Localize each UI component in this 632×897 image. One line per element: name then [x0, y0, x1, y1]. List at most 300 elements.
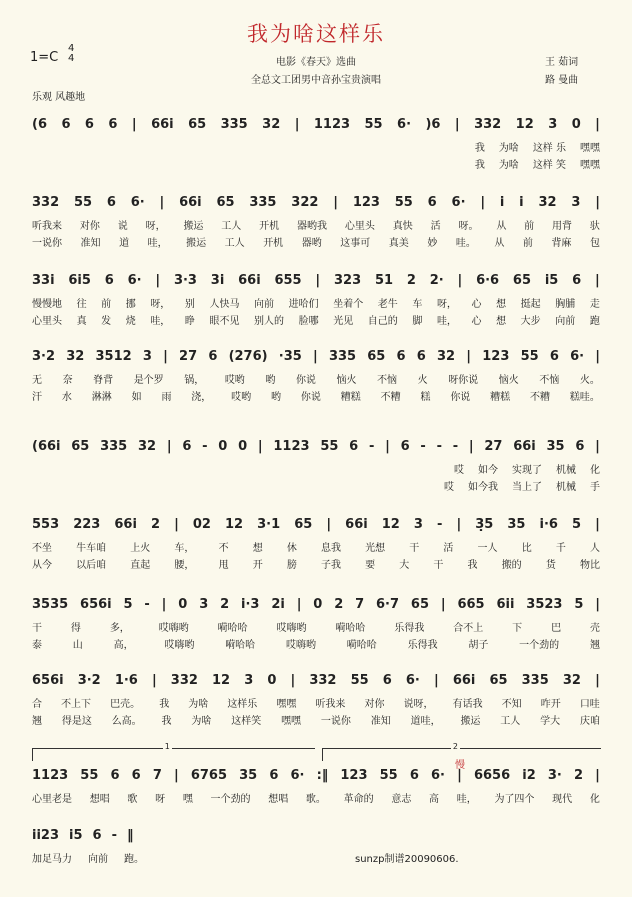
lyric-word: 这样乐	[227, 699, 258, 710]
note-group: (66i	[32, 438, 61, 454]
lyric-word: 不恼	[539, 375, 560, 386]
lyric-word: 想	[496, 299, 507, 310]
lyric-word: 坐着个	[333, 299, 364, 310]
note-group: 6	[208, 348, 218, 364]
lyric-word: 这样 笑	[532, 160, 566, 171]
lyric-word: 哎哟	[231, 392, 252, 403]
note-group: 6·	[290, 767, 305, 783]
lyric-word: 对你	[79, 221, 100, 232]
lyric-word: 上火	[130, 543, 151, 554]
lyric-word: 听我来	[315, 699, 346, 710]
lyric-word: 车，	[174, 543, 195, 554]
lyric-word: 从	[496, 221, 507, 232]
lyric-word: 现代	[552, 794, 573, 805]
performer: 全总文工团男中音孙宝贵演唱	[251, 75, 381, 86]
note-group: 2	[406, 272, 416, 288]
lyric-word: 乐得我	[394, 623, 425, 634]
lyric-word: 恼火	[498, 375, 519, 386]
lyric-word: 干	[32, 623, 42, 634]
note-group: 0	[571, 116, 581, 132]
lyric-word: 是个罗	[133, 375, 164, 386]
lyric-word: 跑	[589, 316, 600, 327]
lyric-word: 嘿嘿	[580, 143, 600, 154]
lyric-line	[32, 156, 600, 171]
lyric-word: 为啥	[498, 160, 519, 171]
lyric-word: 乐得我	[407, 640, 438, 651]
lyric-word: 一人	[477, 543, 498, 554]
tempo-mark: 慢	[455, 760, 465, 771]
note-group: 3	[199, 596, 209, 612]
barline: |	[294, 116, 300, 132]
note-group: 35	[239, 767, 258, 783]
note-group: 2	[334, 596, 344, 612]
lyric-word: 前	[101, 299, 112, 310]
lyric-word: 要	[365, 560, 376, 571]
volta-1-label: 1	[164, 742, 170, 751]
lyric-word: 千	[555, 543, 566, 554]
lyric-word: 牛车咱	[76, 543, 107, 554]
note-group: 6	[396, 348, 406, 364]
lyric-word: 呀，	[150, 299, 171, 310]
note-group: 6765	[190, 767, 228, 783]
note-group: 32	[562, 672, 581, 688]
lyricist: 王 茹词	[545, 57, 579, 68]
lyric-word: 不坐	[32, 543, 52, 554]
note-group: 55	[394, 194, 413, 210]
lyric-word: 道	[119, 238, 130, 249]
note-group: 6	[400, 438, 410, 454]
lyric-word: 糕	[420, 392, 431, 403]
note-group: 6·	[130, 194, 145, 210]
note-group: 1123	[313, 116, 351, 132]
note-group: 33i	[32, 272, 55, 288]
lyric-word: 膀	[286, 560, 297, 571]
note-group: 0	[178, 596, 188, 612]
lyric-word: 意志	[391, 794, 412, 805]
note-group: 66i	[179, 194, 202, 210]
lyric-word: 我	[159, 699, 170, 710]
notation-row	[32, 192, 600, 212]
lyric-word: 恼火	[336, 375, 357, 386]
barline: ‖	[126, 827, 134, 843]
barline: |	[296, 596, 302, 612]
lyric-word: 呀	[155, 794, 166, 805]
notation-row	[32, 436, 600, 456]
lyric-word: 脸哪	[298, 316, 319, 327]
note-group: 55	[520, 348, 539, 364]
note-group: 6i5	[68, 272, 91, 288]
lyric-word: 呀，	[145, 221, 166, 232]
lyric-word: 从今	[32, 560, 52, 571]
lyric-word: 工人	[500, 716, 521, 727]
note-group: 3·2	[32, 348, 56, 364]
notation-row	[32, 765, 600, 785]
note-group: -	[452, 438, 459, 454]
note-group: 3i	[210, 272, 225, 288]
notation-row	[32, 825, 600, 845]
note-group: ·35	[278, 348, 302, 364]
barline: |	[333, 194, 338, 210]
note-group: 332	[309, 672, 337, 688]
lyric-line	[32, 556, 600, 571]
barline: |	[159, 194, 165, 210]
barline: |	[257, 438, 263, 454]
lyric-word: 合	[32, 699, 42, 710]
note-group: 12	[225, 516, 244, 532]
note-group: 6	[61, 116, 71, 132]
note-group: -	[144, 596, 150, 612]
lyric-line	[32, 461, 600, 476]
lyric-word: 壳	[589, 623, 600, 634]
lyric-word: 器哟	[301, 238, 322, 249]
barline: |	[595, 596, 600, 612]
lyric-word: 大步	[520, 316, 541, 327]
note-group: 2·	[429, 272, 444, 288]
lyric-word: 呀，	[436, 299, 457, 310]
lyric-word: 睁	[184, 316, 195, 327]
barline: |	[440, 596, 446, 612]
note-group: 2	[573, 767, 584, 783]
barline: |	[151, 672, 157, 688]
lyric-word: 挺起	[520, 299, 541, 310]
note-group: 66i	[238, 272, 261, 288]
lyric-word: 哟	[271, 392, 282, 403]
note-group: 335	[521, 672, 549, 688]
note-group: 332	[32, 194, 60, 210]
note-group: 51	[374, 272, 394, 288]
note-group: 6·7	[376, 596, 400, 612]
note-group: 335	[100, 438, 128, 454]
lyric-word: 真快	[392, 221, 413, 232]
note-group: 3·	[547, 767, 562, 783]
note-group: i	[499, 194, 505, 210]
lyric-word: 大	[399, 560, 410, 571]
note-group: 655	[274, 272, 302, 288]
note-group: 6	[108, 116, 118, 132]
lyric-word: 器哟我	[297, 221, 328, 232]
lyric-word: 哇，	[147, 238, 168, 249]
note-group: ii23	[32, 827, 60, 843]
lyric-word: 哇，	[456, 794, 477, 805]
lyric-line	[32, 636, 600, 651]
lyric-word: 这样 乐	[532, 143, 566, 154]
note-group: 6	[572, 272, 582, 288]
lyric-word: 说呀，	[403, 699, 434, 710]
lyric-word: 为啥	[191, 716, 212, 727]
note-group: 35	[546, 438, 565, 454]
note-group: 3523	[526, 596, 563, 612]
note-group: 65	[294, 516, 313, 532]
composer: 路 曼曲	[545, 75, 579, 86]
lyric-word: 老牛	[377, 299, 398, 310]
lyric-word: 哎嗨哟	[285, 640, 316, 651]
lyric-word: 为啥	[188, 699, 209, 710]
note-group: 55	[379, 767, 398, 783]
lyric-line	[32, 371, 600, 386]
barline: |	[595, 272, 600, 288]
barline: |	[161, 596, 167, 612]
lyric-word: 活	[430, 221, 441, 232]
lyric-word: 哎	[444, 482, 454, 493]
note-group: 7	[152, 767, 162, 783]
note-group: 3535	[32, 596, 69, 612]
note-group: 6	[575, 438, 585, 454]
lyric-word: 化	[589, 794, 600, 805]
lyric-word: 手	[590, 482, 600, 493]
barline: |	[457, 767, 462, 783]
meter-top: 4	[68, 43, 75, 54]
lyric-line	[32, 539, 600, 554]
note-group: 65	[188, 116, 207, 132]
lyric-word: 胡子	[468, 640, 489, 651]
notation-row	[32, 346, 600, 366]
note-group: 6	[269, 767, 279, 783]
notation-row	[32, 114, 600, 134]
note-group: 6	[84, 116, 94, 132]
note-group: 66i	[452, 672, 476, 688]
lyric-word: 用背	[552, 221, 573, 232]
barline: |	[315, 272, 321, 288]
lyric-word: 下	[512, 623, 523, 634]
lyric-word: 哎嗨哟	[164, 640, 195, 651]
lyric-word: 你说	[450, 392, 471, 403]
lyric-word: 光见	[333, 316, 354, 327]
note-group: 27	[484, 438, 503, 454]
notation-row	[32, 594, 600, 614]
lyric-word: 实现了	[512, 465, 542, 476]
lyric-word: 脊背	[93, 375, 114, 386]
lyric-word: 从	[494, 238, 505, 249]
lyric-word: 浇，	[191, 392, 212, 403]
barline: |	[155, 272, 161, 288]
lyric-word: 比	[521, 543, 532, 554]
lyric-word: 加足马力	[32, 854, 72, 865]
note-group: 0	[313, 596, 323, 612]
lyric-word: 休	[286, 543, 297, 554]
note-group: 656i	[32, 672, 64, 688]
lyric-word: 准知	[80, 238, 101, 249]
barline: |	[595, 672, 600, 688]
lyric-word: 道哇，	[410, 716, 441, 727]
lyric-word: 往	[76, 299, 87, 310]
lyric-line	[32, 139, 600, 154]
lyric-word: 为了四个	[494, 794, 535, 805]
lyric-word: 搬运	[183, 221, 204, 232]
note-group: 6	[182, 438, 192, 454]
volta-2-label: 2	[452, 742, 458, 751]
note-group: -	[368, 438, 375, 454]
lyric-word: 如今我	[468, 482, 498, 493]
lyric-word: 向前	[254, 299, 275, 310]
note-group: 12	[515, 116, 534, 132]
lyric-word: 心里头	[32, 316, 62, 327]
lyric-word: 哎嗨哟	[158, 623, 189, 634]
note-group: 3	[548, 116, 558, 132]
note-group: 2i	[271, 596, 285, 612]
note-group: 32	[66, 348, 85, 364]
lyric-word: 高	[429, 794, 440, 805]
note-group: 6·	[405, 672, 420, 688]
lyric-line	[32, 217, 600, 232]
lyric-word: 火。	[579, 375, 600, 386]
lyric-word: 嘿	[182, 794, 193, 805]
lyric-word: 搬运	[186, 238, 207, 249]
note-group: 27	[179, 348, 198, 364]
note-group: 6	[382, 672, 392, 688]
note-group: 32	[262, 116, 281, 132]
note-group: 5	[574, 596, 584, 612]
barline: |	[595, 767, 600, 783]
lyric-word: 以后咱	[76, 560, 107, 571]
credit: sunzp制谱20090606.	[355, 854, 459, 865]
lyric-word: 真美	[388, 238, 409, 249]
note-group: 3512	[95, 348, 132, 364]
barline: |	[166, 438, 172, 454]
note-group: 32	[437, 348, 456, 364]
note-group: 65	[410, 596, 429, 612]
note-group: 1·6	[114, 672, 138, 688]
lyric-word: 想	[496, 316, 507, 327]
note-group: 123	[340, 767, 368, 783]
note-group: 1123	[273, 438, 310, 454]
note-group: 335	[249, 194, 277, 210]
lyric-word: 开机	[259, 221, 280, 232]
lyric-word: 前	[524, 221, 535, 232]
note-group: 553	[32, 516, 60, 532]
lyric-word: 物比	[579, 560, 600, 571]
note-group: 6	[349, 438, 359, 454]
lyric-word: 直起	[130, 560, 151, 571]
lyric-word: 哎哟	[224, 375, 245, 386]
note-group: 6·	[397, 116, 412, 132]
note-group: 65	[489, 672, 508, 688]
lyric-word: 么高。	[111, 716, 142, 727]
lyric-word: 子我	[320, 560, 341, 571]
lyric-word: 人	[589, 543, 600, 554]
lyric-word: 如今	[478, 465, 498, 476]
lyric-word: 息我	[320, 543, 341, 554]
note-group: 6	[110, 767, 120, 783]
lyric-word: 心	[471, 299, 482, 310]
lyric-word: 这事可	[340, 238, 371, 249]
lyric-word: 背麻	[551, 238, 572, 249]
lyric-line	[32, 619, 600, 634]
lyric-word: 得	[70, 623, 81, 634]
lyric-word: 嗬哈哈	[217, 623, 248, 634]
lyric-word: 进哈们	[288, 299, 319, 310]
barline: |	[480, 194, 486, 210]
note-group: 55	[320, 438, 339, 454]
key-signature: 1=C	[30, 50, 59, 65]
barline: |	[326, 516, 332, 532]
lyric-word: 人快马	[209, 299, 240, 310]
note-group: 66i	[151, 116, 174, 132]
note-group: 65	[512, 272, 531, 288]
lyric-word: 想	[252, 543, 263, 554]
lyric-word: 向前	[88, 854, 108, 865]
lyric-word: 驮	[589, 221, 600, 232]
barline: |	[454, 116, 460, 132]
note-group: 6·6	[476, 272, 500, 288]
lyric-word: 不知	[501, 699, 522, 710]
barline: |	[595, 116, 600, 132]
note-group: 6	[131, 767, 141, 783]
lyric-word: 机械	[556, 465, 576, 476]
lyric-word: 学大	[540, 716, 561, 727]
note-group: 3	[413, 516, 423, 532]
lyric-word: 跑。	[124, 854, 144, 865]
lyric-word: 机械	[556, 482, 576, 493]
note-group: -	[436, 438, 442, 454]
lyric-word: 巴	[551, 623, 562, 634]
lyric-word: 淋淋	[91, 392, 112, 403]
barline: |	[595, 194, 600, 210]
lyric-word: 腰，	[174, 560, 195, 571]
lyric-word: 对你	[364, 699, 385, 710]
lyric-word: 发	[101, 316, 112, 327]
note-group: 55	[73, 194, 93, 210]
note-group: 3·2	[77, 672, 101, 688]
barline: |	[457, 272, 463, 288]
lyric-word: 为啥	[498, 143, 519, 154]
lyric-line	[32, 388, 600, 403]
note-group: 3	[571, 194, 581, 210]
barline: |	[466, 348, 472, 364]
note-group: -	[436, 516, 443, 532]
lyric-word: 糕哇。	[569, 392, 600, 403]
note-group: -	[420, 438, 426, 454]
note-group: 6656	[473, 767, 511, 783]
lyric-word: 泰	[32, 640, 42, 651]
lyric-word: 得是这	[61, 716, 92, 727]
note-group: 66i	[345, 516, 368, 532]
note-group: 02	[192, 516, 211, 532]
lyric-word: 嗬哈哈	[225, 640, 256, 651]
lyric-word: 你说	[295, 375, 316, 386]
barline: |	[456, 516, 462, 532]
note-group: 3·3	[173, 272, 197, 288]
lyric-word: 锅，	[184, 375, 205, 386]
note-group: 123	[352, 194, 380, 210]
note-group: 6	[549, 348, 559, 364]
lyric-word: 哎	[454, 465, 464, 476]
lyric-word: 口哇	[579, 699, 600, 710]
barline: |	[313, 348, 318, 364]
lyric-word: 不糟	[380, 392, 401, 403]
note-group: -	[111, 827, 117, 843]
note-group: (276)	[228, 348, 268, 364]
lyric-word: 真	[76, 316, 87, 327]
note-group: 322	[291, 194, 319, 210]
lyric-word: 哟	[265, 375, 276, 386]
lyric-word: 多，	[109, 623, 130, 634]
barline: |	[595, 438, 600, 454]
barline: |	[468, 438, 474, 454]
lyric-line	[32, 312, 600, 327]
lyric-word: 想唱	[89, 794, 110, 805]
lyric-word: 咋开	[540, 699, 561, 710]
lyric-word: 眼不见	[209, 316, 240, 327]
note-group: 3	[142, 348, 152, 364]
lyric-word: 合不上	[453, 623, 484, 634]
lyric-word: 呀你说	[448, 375, 479, 386]
note-group: 66i	[513, 438, 536, 454]
note-group: 2	[220, 596, 230, 612]
lyric-word: 说	[117, 221, 128, 232]
note-group: 656i	[80, 596, 112, 612]
barline: |	[131, 116, 137, 132]
lyric-word: 开机	[263, 238, 284, 249]
